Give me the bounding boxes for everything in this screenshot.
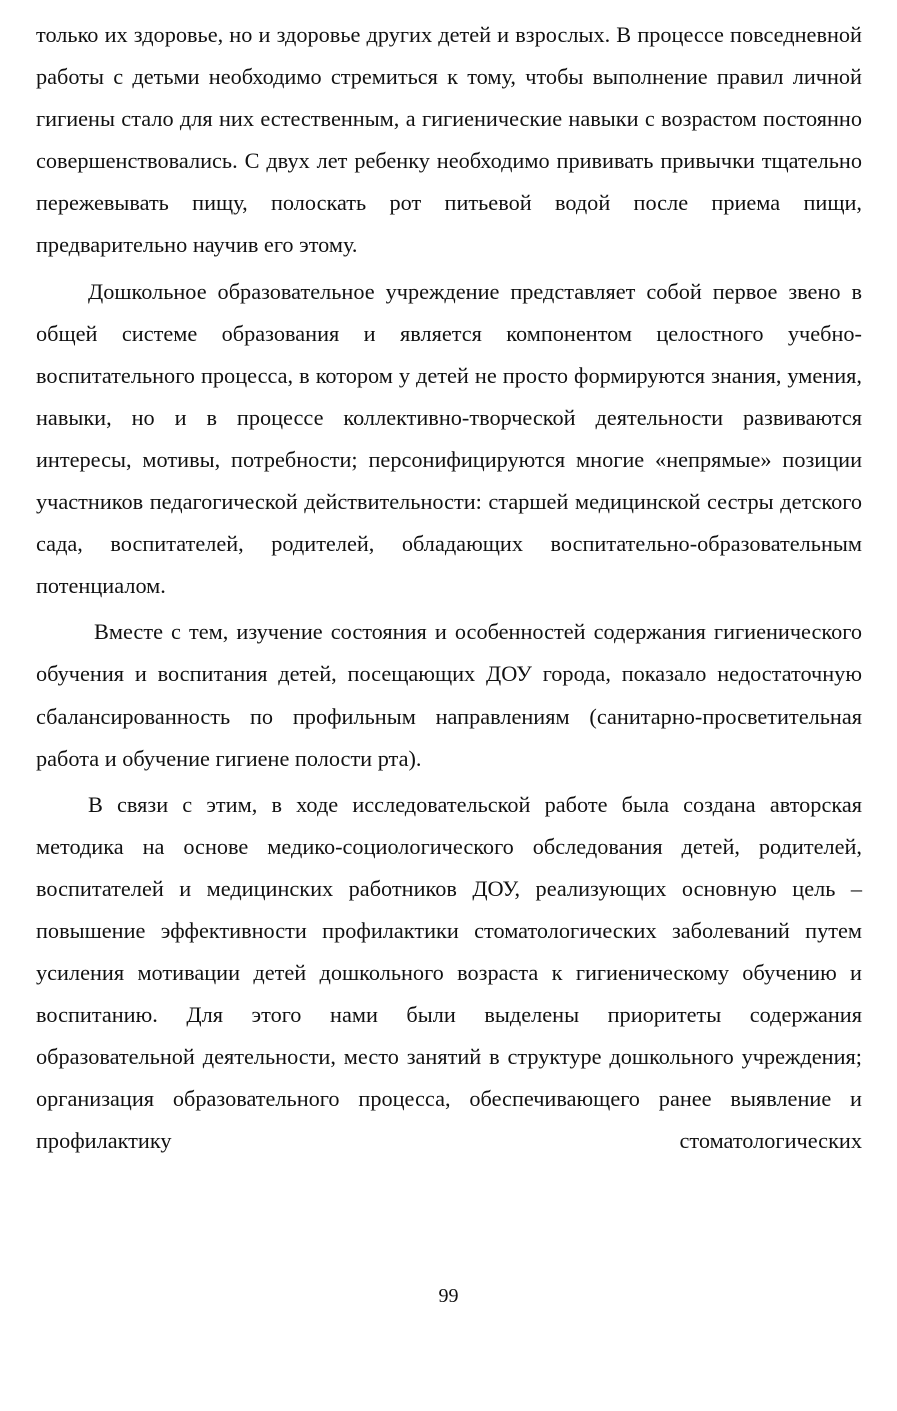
paragraph-2: Дошкольное образовательное учреждение представляет собой первое звено в общей системе образования и является компонентом целостного учебно-воспитательного процесса, в котором у детей не просто формируются знания, умения, навыки, но и в процессе коллективно-творческой деятельности развиваются интересы, мотивы, потребности; персонифицируются многие «непрямые» позиции участников педагогической действительности: старшей медицинской сестры детского сада, воспитателей, родителей, обладающих воспитательно-образовательным потенциалом. (36, 278, 862, 599)
paragraph-3: Вместе с тем, изучение состояния и особенностей содержания гигиенического обучения и воспитания детей, посещающих ДОУ города, показало недостаточную сбалансированность по профильным направлениям (санитарно-просветительная работа и обучение гигиене полости рта). (36, 619, 862, 771)
document-page (36, 14, 862, 1167)
paragraph-4: В связи с этим, в ходе исследовательской работе была создана авторская методика на основе медико-социологического обследования детей, родителей, воспитателей и медицинских работников ДОУ, реализующих основную цель – повышение эффективности профилактики стоматологических заболеваний путем усиления мотивации детей дошкольного возраста к гигиеническому обучению и воспитанию. Для этого нами были выделены приоритеты содержания образовательной деятельности, место занятий в структуре дошкольного учреждения; организация образовательного процесса, обеспечивающего ранее выявление и профилактику стоматологических (36, 791, 862, 1154)
paragraph-1: только их здоровье, но и здоровье других детей и взрослых. В процессе повседневной работы с детьми необходимо стремиться к тому, чтобы выполнение правил личной гигиены стало для них естественным, а гигиенические навыки с возрастом постоянно совершенствовались. С двух лет ребенку необходимо прививать привычки тщательно пережевывать пищу, полоскать рот питьевой водой после приема пищи, предварительно научив его этому. (36, 22, 862, 258)
page-number: 99 (438, 1285, 459, 1307)
